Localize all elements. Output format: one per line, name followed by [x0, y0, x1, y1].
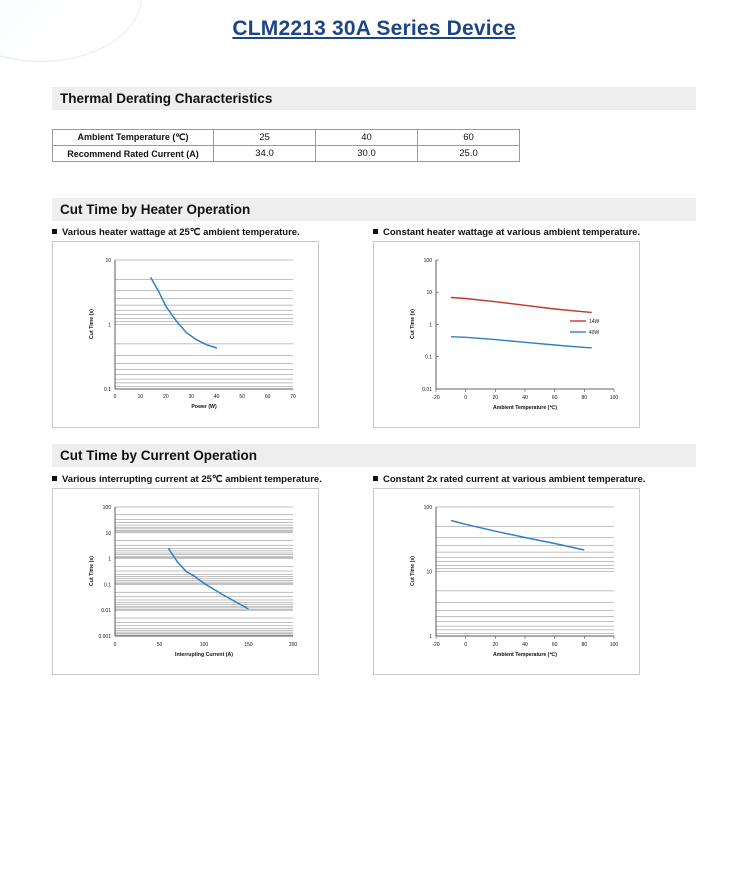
x-tick-60: 60: [551, 395, 558, 401]
decorative-swoosh: [0, 0, 142, 62]
gridlines: [115, 260, 293, 389]
x-ticks: [436, 389, 614, 392]
section-header-thermal: [52, 87, 696, 110]
x-tick-0: 0: [464, 642, 468, 648]
table-row: [53, 130, 520, 146]
x-tick-50: 50: [156, 642, 163, 648]
x-tick-60: 60: [551, 642, 558, 648]
caption-heater-right: [373, 227, 640, 238]
cell-ambient-25: 25: [214, 130, 316, 146]
section-title-heater: Cut Time by Heater Operation: [60, 202, 251, 217]
x-axis-title: Ambient Temperature (℃): [493, 405, 557, 411]
x-tick-100: 100: [609, 395, 619, 401]
y-tick-0.1: 0.1: [425, 354, 432, 361]
cell-ambient-40: 40: [316, 130, 418, 146]
y-tick-0.001: 0.001: [98, 634, 111, 640]
x-tick-20: 20: [492, 395, 499, 401]
thermal-derating-table: [52, 129, 520, 162]
x-tick-100: 100: [609, 642, 619, 648]
axes: [115, 507, 293, 636]
section-title-current: Cut Time by Current Operation: [60, 448, 258, 463]
x-tick-200: 200: [288, 642, 298, 648]
y-tick-1: 1: [108, 556, 111, 563]
section-title-thermal: Thermal Derating Characteristics: [60, 91, 273, 106]
y-ticks: [436, 260, 439, 389]
y-tick-0.01: 0.01: [422, 387, 432, 393]
y-tick-100: 100: [423, 505, 432, 511]
x-tick-40: 40: [522, 642, 528, 648]
x-tick-100: 100: [199, 642, 209, 648]
gridlines: [115, 507, 293, 636]
caption-heater-left: [52, 227, 300, 238]
series-line-cut-time: [151, 277, 217, 348]
chart-heater-ambient: [373, 241, 640, 428]
x-axis-title: Interrupting Current (A): [175, 652, 233, 658]
bullet-square-icon: [52, 229, 57, 234]
chart-current-ambient-svg: [374, 489, 639, 674]
y-tick-0.1: 0.1: [104, 582, 111, 589]
caption-current-right: [373, 474, 645, 485]
x-axis-title: Power (W): [191, 404, 217, 410]
x-ticks: [436, 636, 614, 639]
caption-text: Various interrupting current at 25℃ ambient temperature.: [62, 474, 322, 485]
series-line-40w: [451, 337, 592, 348]
bullet-square-icon: [373, 476, 378, 481]
cell-ambient-60: 60: [418, 130, 520, 146]
x-tick-40: 40: [213, 394, 220, 400]
y-tick-100: 100: [423, 258, 432, 264]
chart-heater-wattage-svg: [53, 242, 318, 427]
bullet-square-icon: [373, 229, 378, 234]
y-axis-title: Cut Time (s): [89, 556, 95, 586]
y-tick-10: 10: [105, 530, 111, 537]
gridlines: [436, 507, 614, 636]
chart-legend: [570, 319, 600, 336]
cell-current-30: 30.0: [316, 146, 418, 162]
x-tick-50: 50: [239, 394, 245, 400]
chart-interrupting-current-svg: [53, 489, 318, 674]
x-tick-0: 0: [464, 395, 468, 401]
x-tick-0: 0: [113, 642, 117, 648]
legend-label-14w: 14W: [589, 319, 600, 325]
y-tick-0.01: 0.01: [101, 608, 111, 615]
x-tick-30: 30: [188, 394, 195, 400]
legend-label-40w: 40W: [589, 330, 600, 336]
y-tick-1: 1: [429, 322, 432, 329]
x-tick--20: -20: [432, 642, 440, 648]
y-tick-100: 100: [102, 505, 111, 511]
x-tick-20: 20: [163, 394, 169, 400]
y-tick-1: 1: [108, 322, 111, 329]
x-tick-0: 0: [113, 394, 117, 400]
x-tick-80: 80: [581, 395, 588, 401]
x-tick--20: -20: [432, 395, 440, 401]
caption-text: Various heater wattage at 25℃ ambient temperature.: [62, 227, 300, 238]
section-header-heater: [52, 198, 696, 221]
x-tick-70: 70: [290, 394, 296, 400]
bullet-square-icon: [52, 476, 57, 481]
chart-current-ambient: [373, 488, 640, 675]
y-axis-title: Cut Time (s): [410, 556, 416, 586]
axes: [436, 260, 614, 389]
table-row: [53, 146, 520, 162]
x-axis-title: Ambient Temperature (℃): [493, 652, 557, 658]
y-tick-10: 10: [105, 258, 111, 264]
chart-interrupting-current: [52, 488, 319, 675]
caption-current-left: [52, 474, 322, 485]
x-tick-10: 10: [137, 394, 144, 400]
x-tick-150: 150: [244, 642, 253, 648]
chart-heater-wattage: [52, 241, 319, 428]
row-header-ambient-temperature: Ambient Temperature (℃): [53, 130, 214, 146]
y-tick-0.1: 0.1: [104, 387, 111, 393]
caption-text: Constant heater wattage at various ambient temperature.: [383, 227, 641, 238]
y-tick-10: 10: [426, 290, 432, 297]
x-tick-60: 60: [264, 394, 271, 400]
caption-text: Constant 2x rated current at various ambient temperature.: [383, 474, 646, 485]
page-title: CLM2213 30A Series Device: [232, 17, 516, 40]
y-tick-10: 10: [426, 569, 432, 576]
x-tick-40: 40: [522, 395, 528, 401]
x-tick-20: 20: [492, 642, 499, 648]
y-tick-1: 1: [429, 634, 432, 640]
chart-heater-ambient-svg: [374, 242, 639, 427]
x-tick-80: 80: [581, 642, 588, 648]
section-header-current: [52, 444, 696, 467]
row-header-rated-current: Recommend Rated Current (A): [53, 146, 214, 162]
series-line-14w: [451, 298, 592, 313]
y-axis-title: Cut Time (s): [89, 309, 95, 339]
cell-current-34: 34.0: [214, 146, 316, 162]
cell-current-25: 25.0: [418, 146, 520, 162]
y-axis-title: Cut Time (s): [410, 309, 416, 339]
